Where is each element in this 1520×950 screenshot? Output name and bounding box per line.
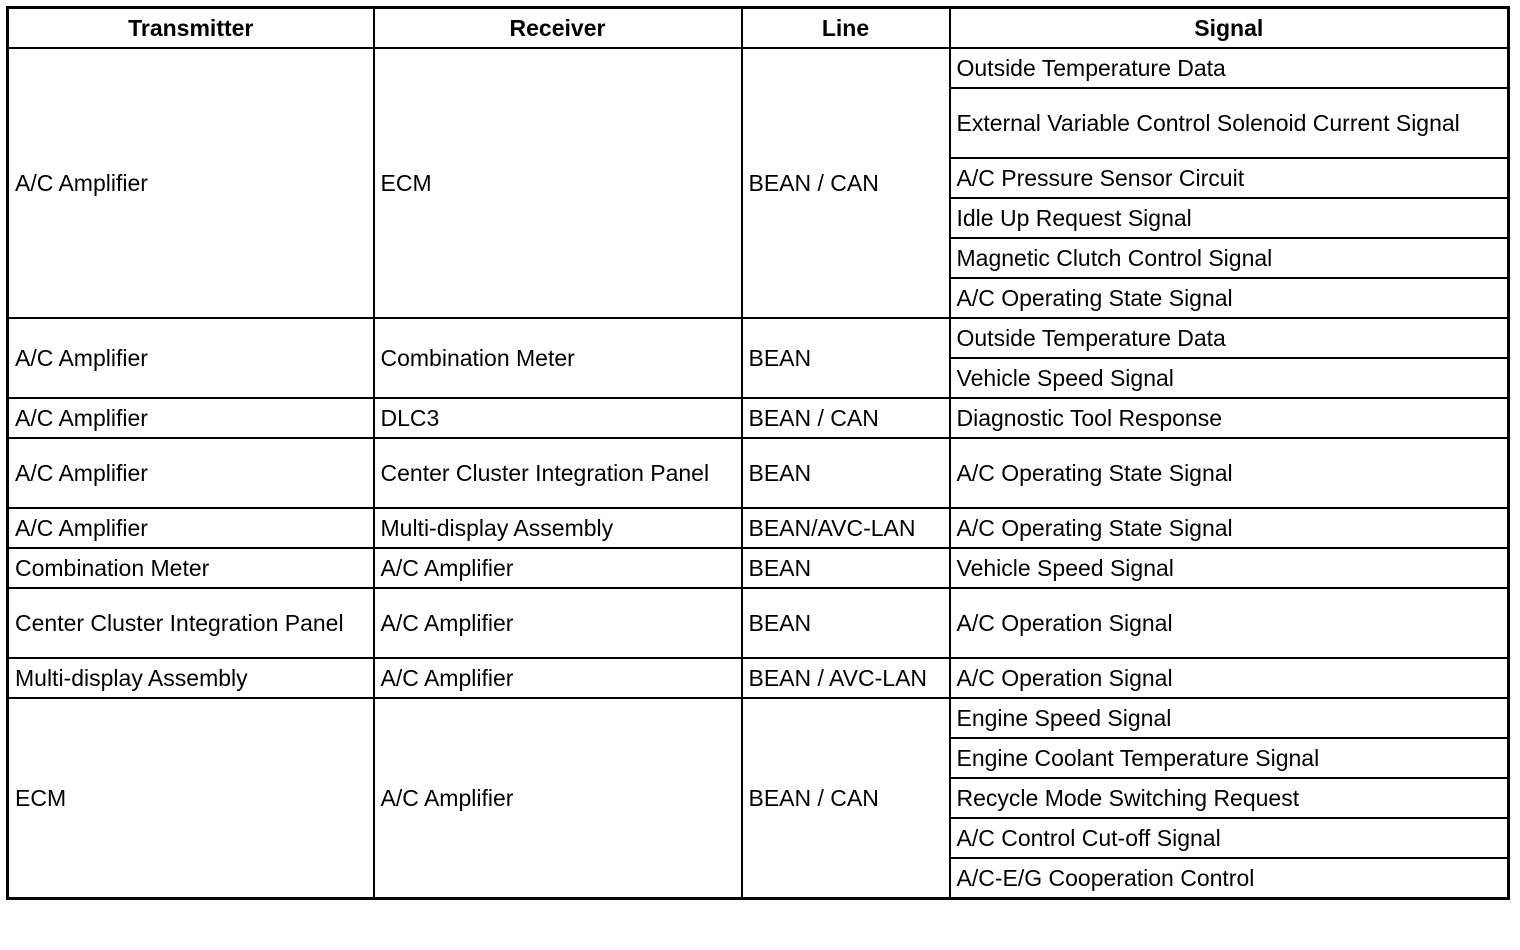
transmitter-cell: Multi-display Assembly: [8, 658, 374, 698]
receiver-cell: A/C Amplifier: [374, 658, 742, 698]
signal-cell: A/C Control Cut-off Signal: [950, 818, 1509, 858]
line-cell: BEAN: [742, 548, 950, 588]
signal-cell: Vehicle Speed Signal: [950, 358, 1509, 398]
receiver-cell: A/C Amplifier: [374, 588, 742, 658]
table-row: [8, 398, 1509, 438]
signal-cell: External Variable Control Solenoid Current Signal: [950, 88, 1509, 158]
receiver-cell: A/C Amplifier: [374, 548, 742, 588]
table-row: [8, 48, 1509, 88]
signal-cell: Idle Up Request Signal: [950, 198, 1509, 238]
signal-cell: Magnetic Clutch Control Signal: [950, 238, 1509, 278]
table-row: [8, 508, 1509, 548]
table-row: [8, 318, 1509, 358]
line-cell: BEAN / CAN: [742, 48, 950, 318]
table-row: [8, 548, 1509, 588]
transmitter-cell: A/C Amplifier: [8, 318, 374, 398]
line-cell: BEAN / CAN: [742, 398, 950, 438]
signal-cell: A/C Operating State Signal: [950, 278, 1509, 318]
header-line: Line: [742, 8, 950, 49]
line-cell: BEAN/AVC-LAN: [742, 508, 950, 548]
line-cell: BEAN: [742, 318, 950, 398]
line-cell: BEAN: [742, 438, 950, 508]
signal-cell: Outside Temperature Data: [950, 48, 1509, 88]
table-row: [8, 588, 1509, 658]
table-row: [8, 698, 1509, 738]
receiver-cell: A/C Amplifier: [374, 698, 742, 899]
signal-cell: A/C Operating State Signal: [950, 438, 1509, 508]
line-cell: BEAN / CAN: [742, 698, 950, 899]
table-row: [8, 438, 1509, 508]
receiver-cell: Center Cluster Integration Panel: [374, 438, 742, 508]
line-cell: BEAN / AVC-LAN: [742, 658, 950, 698]
transmitter-cell: A/C Amplifier: [8, 48, 374, 318]
line-cell: BEAN: [742, 588, 950, 658]
signal-cell: Recycle Mode Switching Request: [950, 778, 1509, 818]
signal-cell: A/C Pressure Sensor Circuit: [950, 158, 1509, 198]
receiver-cell: DLC3: [374, 398, 742, 438]
transmitter-cell: A/C Amplifier: [8, 398, 374, 438]
communication-table: [6, 6, 1510, 900]
receiver-cell: Combination Meter: [374, 318, 742, 398]
signal-cell: Outside Temperature Data: [950, 318, 1509, 358]
transmitter-cell: A/C Amplifier: [8, 438, 374, 508]
transmitter-cell: Center Cluster Integration Panel: [8, 588, 374, 658]
signal-cell: Engine Coolant Temperature Signal: [950, 738, 1509, 778]
signal-cell: A/C Operation Signal: [950, 658, 1509, 698]
signal-cell: Vehicle Speed Signal: [950, 548, 1509, 588]
signal-cell: Engine Speed Signal: [950, 698, 1509, 738]
header-signal: Signal: [950, 8, 1509, 49]
header-transmitter: Transmitter: [8, 8, 374, 49]
signal-cell: A/C Operation Signal: [950, 588, 1509, 658]
signal-cell: A/C-E/G Cooperation Control: [950, 858, 1509, 899]
header-row: [8, 8, 1509, 49]
signal-cell: A/C Operating State Signal: [950, 508, 1509, 548]
transmitter-cell: ECM: [8, 698, 374, 899]
table-row: [8, 658, 1509, 698]
header-receiver: Receiver: [374, 8, 742, 49]
transmitter-cell: A/C Amplifier: [8, 508, 374, 548]
receiver-cell: Multi-display Assembly: [374, 508, 742, 548]
table-body: [8, 48, 1509, 899]
receiver-cell: ECM: [374, 48, 742, 318]
signal-cell: Diagnostic Tool Response: [950, 398, 1509, 438]
transmitter-cell: Combination Meter: [8, 548, 374, 588]
